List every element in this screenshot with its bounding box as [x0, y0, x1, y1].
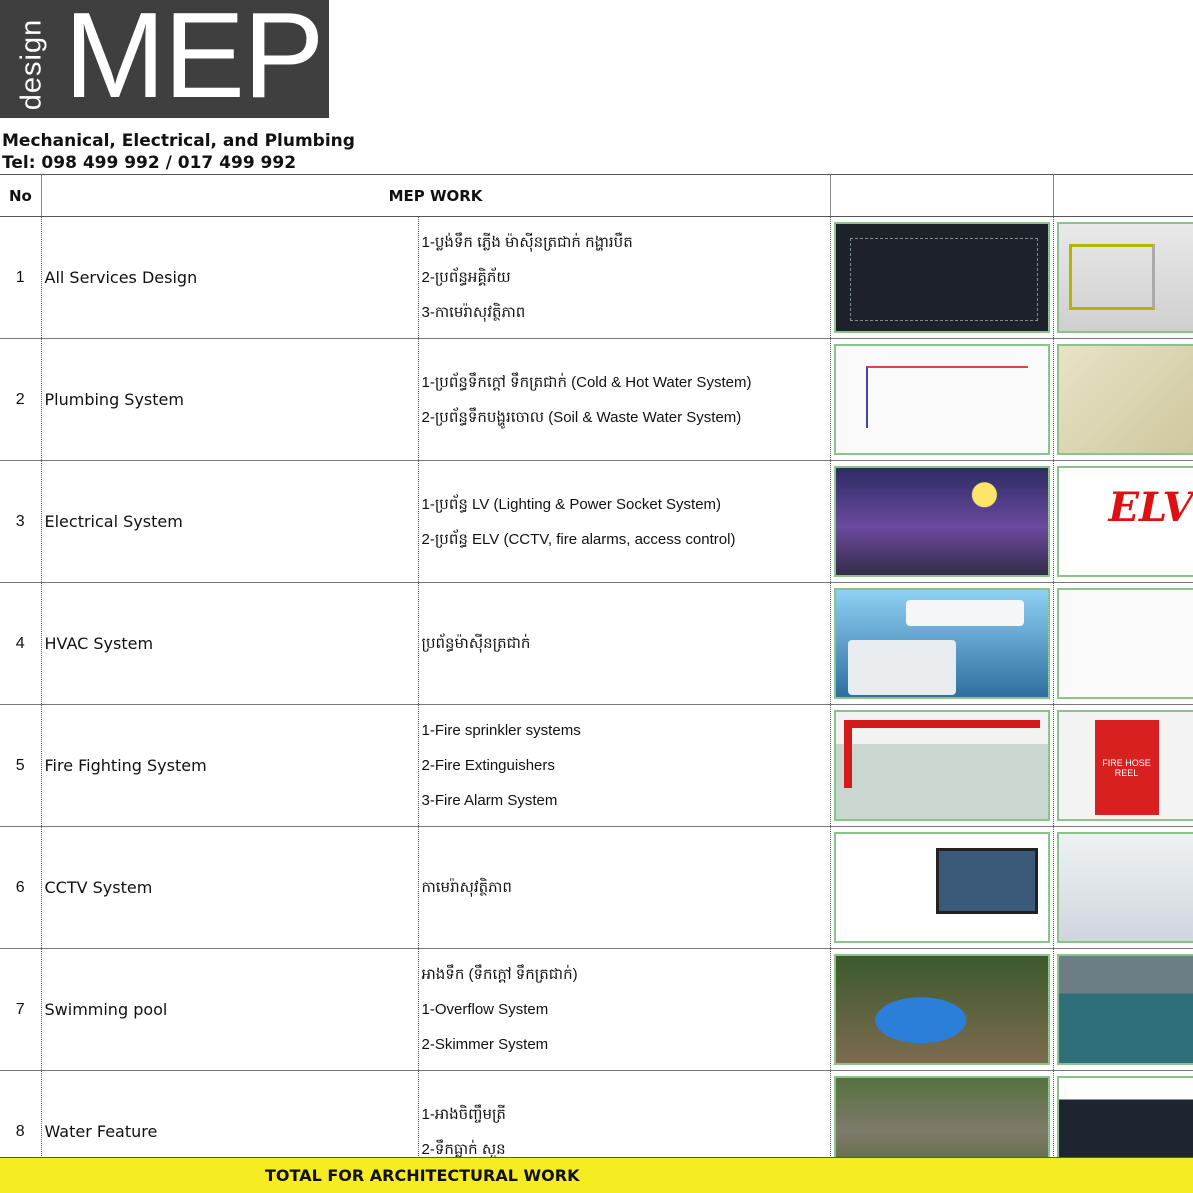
- description-line: 2-ប្រព័ន្ធ ELV (CCTV, fire alarms, access control): [421, 530, 736, 548]
- row-name: HVAC System: [41, 583, 418, 705]
- description-line: 2-ទឹកធ្លាក់ សួន: [421, 1140, 506, 1158]
- header-image-2: [1053, 175, 1193, 217]
- row-description: [418, 461, 830, 583]
- description-line: 2-Fire Extinguishers: [421, 757, 555, 774]
- description-line: អាងទឹក (ទឹកក្តៅ ទឹកត្រជាក់): [421, 966, 578, 983]
- image-cell: [830, 461, 1053, 583]
- overflow-pool-image: [1057, 954, 1193, 1065]
- row-number: 3: [0, 461, 41, 583]
- description-line: ប្រព័ន្ធម៉ាស៊ីនត្រជាក់: [421, 635, 531, 652]
- description-line: 1-Fire sprinkler systems: [421, 722, 581, 739]
- description-line: 3-កាមេរ៉ាសុវត្ថិភាព: [421, 304, 526, 321]
- cctv-kit-image: [834, 832, 1050, 943]
- image-cell: [830, 217, 1053, 339]
- pool-image: [834, 954, 1050, 1065]
- plumbing-diagram-image: [834, 344, 1050, 455]
- security-camera-image: [1057, 832, 1193, 943]
- row-number: 1: [0, 217, 41, 339]
- total-bar: [0, 1157, 1193, 1193]
- elv-image: [1057, 466, 1193, 577]
- row-number: 7: [0, 949, 41, 1071]
- table-header-row: [0, 175, 1193, 217]
- row-description: [418, 827, 830, 949]
- description-line: 2-Skimmer System: [421, 1036, 549, 1053]
- row-description: [418, 217, 830, 339]
- image-cell: [830, 583, 1053, 705]
- row-description: [418, 583, 830, 705]
- description-line: 2-ប្រព័ន្ធអគ្គិភ័យ: [421, 269, 511, 286]
- company-info: [2, 130, 355, 174]
- cad-drawing-image: [834, 222, 1050, 333]
- description-line: 1-Overflow System: [421, 1001, 549, 1018]
- description-line: 1-ប្រព័ន្ធ LV (Lighting & Power Socket System): [421, 495, 722, 513]
- table-row: [0, 827, 1193, 949]
- header-no: No: [0, 175, 41, 217]
- row-name: Fire Fighting System: [41, 705, 418, 827]
- description-line: 1-ប្រព័ន្ធទឹកក្តៅ ទឹកត្រជាក់ (Cold & Hot Water System): [421, 373, 752, 391]
- image-cell: [1053, 949, 1193, 1071]
- image-cell: [1053, 827, 1193, 949]
- description-line: 2-ប្រព័ន្ធទឹកបង្ហូរចោល (Soil & Waste Water System): [421, 408, 742, 426]
- image-cell: [1053, 217, 1193, 339]
- row-name: Water Feature: [41, 1071, 418, 1193]
- header-image-1: [830, 175, 1053, 217]
- row-number: 8: [0, 1071, 41, 1193]
- lit-room-image: [834, 466, 1050, 577]
- image-cell: [1053, 339, 1193, 461]
- row-number: 5: [0, 705, 41, 827]
- description-line: 1-អាងចិញ្ចឹមត្រី: [421, 1105, 506, 1123]
- image-cell: [830, 339, 1053, 461]
- row-name: Plumbing System: [41, 339, 418, 461]
- row-description: [418, 339, 830, 461]
- table-row: [0, 583, 1193, 705]
- row-description: [418, 949, 830, 1071]
- air-conditioner-image: [834, 588, 1050, 699]
- table-row: [0, 339, 1193, 461]
- image-cell: [830, 827, 1053, 949]
- row-name: CCTV System: [41, 827, 418, 949]
- 3d-services-model-image: [1057, 222, 1193, 333]
- image-cell: [830, 705, 1053, 827]
- table-row: [0, 461, 1193, 583]
- total-label: TOTAL FOR ARCHITECTURAL WORK: [265, 1166, 580, 1185]
- description-line: កាមេរ៉ាសុវត្ថិភាព: [421, 879, 512, 896]
- image-cell: [1053, 705, 1193, 827]
- ac-diagram-image: [1057, 588, 1193, 699]
- row-name: All Services Design: [41, 217, 418, 339]
- row-number: 2: [0, 339, 41, 461]
- company-phone: Tel: 098 499 992 / 017 499 992: [2, 153, 297, 173]
- row-name: Electrical System: [41, 461, 418, 583]
- table-row: [0, 949, 1193, 1071]
- image-cell: [830, 949, 1053, 1071]
- image-cell: [1053, 583, 1193, 705]
- company-tagline: Mechanical, Electrical, and Plumbing: [2, 131, 355, 151]
- mep-work-table: [0, 174, 1193, 1193]
- mep-logo: [0, 0, 329, 118]
- description-line: 3-Fire Alarm System: [421, 792, 558, 809]
- logo-design-text: design: [15, 18, 48, 111]
- logo-mep-text: MEP: [64, 0, 323, 118]
- table-row: [0, 705, 1193, 827]
- image-cell: [1053, 461, 1193, 583]
- description-line: 1-ប្លង់ទឹក ភ្លើង ម៉ាស៊ីនត្រជាក់ កង្ហារបឺត: [421, 234, 633, 251]
- fire-hose-reel-image: [1057, 710, 1193, 821]
- fire-pump-room-image: [834, 710, 1050, 821]
- header-mep-work: MEP WORK: [41, 175, 830, 217]
- pipe-3d-image: [1057, 344, 1193, 455]
- row-number: 4: [0, 583, 41, 705]
- row-description: [418, 705, 830, 827]
- row-number: 6: [0, 827, 41, 949]
- row-name: Swimming pool: [41, 949, 418, 1071]
- table-row: [0, 217, 1193, 339]
